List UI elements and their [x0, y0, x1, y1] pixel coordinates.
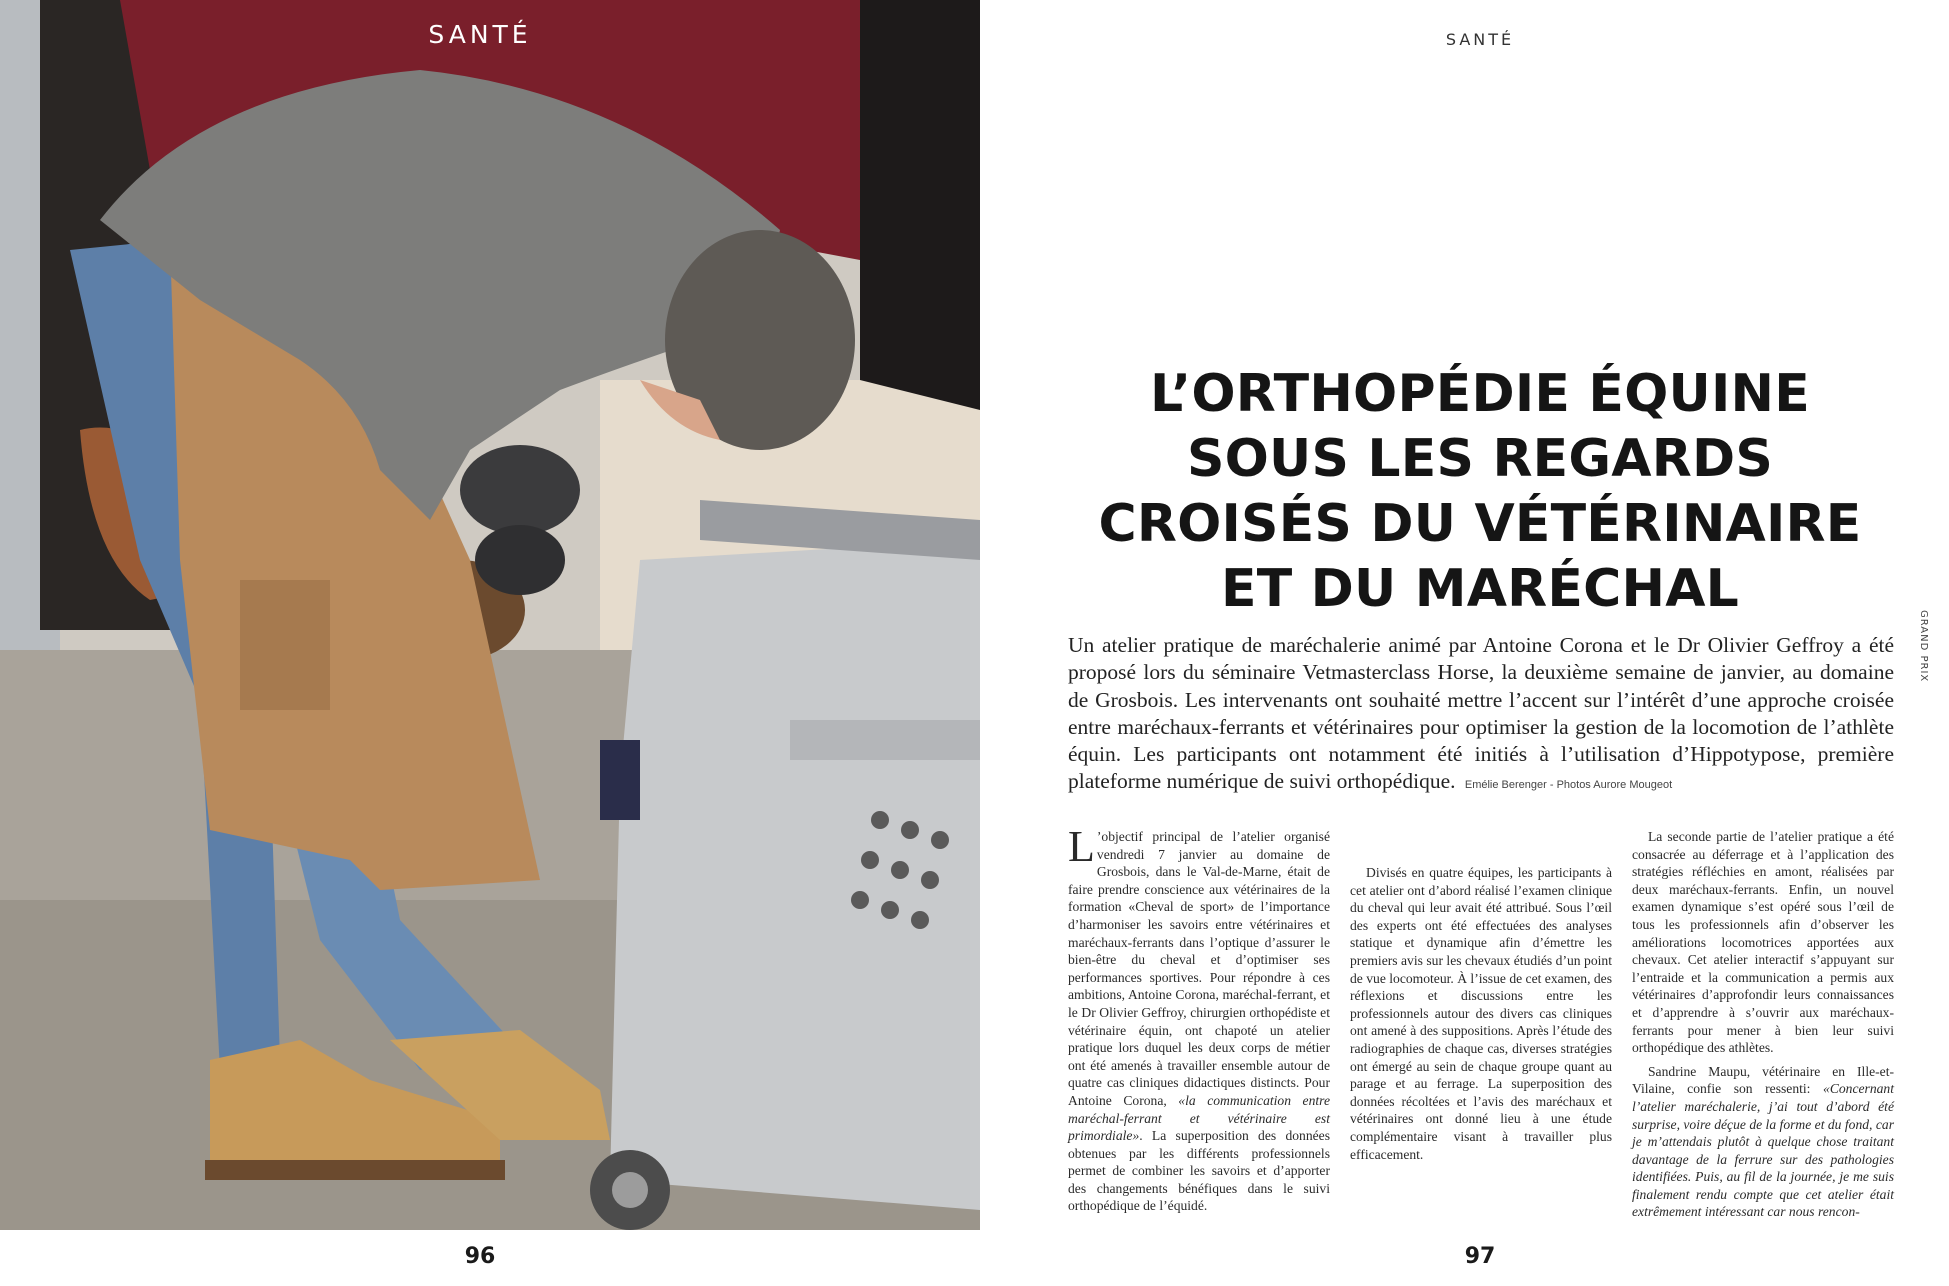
paragraph-text: Sandrine Maupu, vétérinaire en Ille-et-Vilaine, confie son ressenti:: [1632, 1063, 1894, 1097]
quote: «Concernant l’atelier maréchalerie, j’ai tout d’abord été surprise, voire déçue de la forme et du fond, car je m’attendais plutôt à quelque chose traitant davantage de la ferrure sur des pathologies identifiées. Puis, au fil de la journée, je me suis finalement rendu compte que cet atelier était extrêmement intéressant car nous rencon-: [1632, 1081, 1894, 1220]
paragraph: Divisés en quatre équipes, les participants à cet atelier ont d’abord réalisé l’examen clinique du cheval qui leur avait été attribué. Sous l’œil des experts ont été effectuées des analyses statique et dynamique afin d’émettre les premiers avis sur les chevaux étudiés d’un point de vue locomoteur. À l’issue de cet examen, des réflexions et discussions entre les professionnels autour des divers cas cliniques ont amené à des suppositions. Après l’étude des radiographies de chaque cas, diverses stratégies ont émergé au sein de chaque groupe quant au parage et au ferrage. La superposition des données récoltées et l’avis des maréchaux et vétérinaires ont donné lieu à une étude complémentaire visant à travailler plus efficacement.: [1350, 865, 1612, 1162]
paragraph-text: ’objectif principal de l’atelier organisé vendredi 7 janvier au domaine de Grosbois, dans le Val-de-Marne, était de faire prendre conscience aux vétérinaires de la formation «Cheval de sport» de l’importance d’harmoniser les savoirs entre vétérinaires et maréchaux-ferrants dans l’optique d’assurer le bien-être du cheval et d’optimiser ses performances sportives. Pour répondre à ces ambitions, Antoine Corona, maréchal-ferrant, et le Dr Olivier Geffroy, chirurgien orthopédiste et vétérinaire équin, ont chapoté un atelier pratique lors duquel les deux corps de métier ont été amenés à travailler ensemble autour de quatre cas cliniques didactiques distincts. Pour Antoine Corona,: [1068, 829, 1330, 1108]
article-title: [1060, 362, 1900, 622]
glove: [460, 445, 580, 535]
left-page-photo: [0, 0, 980, 1230]
section-label-left: SANTÉ: [428, 20, 532, 49]
paragraph-text: . La superposition des données obtenues par les différents professionnels permet de combiner les savoirs et d’apporter des changements bénéfiques dans le suivi orthopédique de l’équidé.: [1068, 1128, 1330, 1214]
section-label-right: SANTÉ: [1445, 30, 1515, 49]
quote: «la communication entre maréchal-ferrant et vétérinaire est primordiale»: [1068, 1092, 1330, 1144]
magazine-side-mark: GRAND PRIX: [1918, 610, 1929, 683]
page-number-right: 97: [1464, 1244, 1496, 1269]
title-line: L’ORTHOPÉDIE ÉQUINE: [1150, 364, 1810, 424]
article-column-1: [1068, 822, 1330, 1215]
standfirst-text: Un atelier pratique de maréchalerie animé par Antoine Corona et le Dr Olivier Geffroy a été proposé lors du séminaire Vetmasterclass Horse, la deuxième semaine de janvier, au domaine de Grosbois. Les intervenants ont souhaité mettre l’accent sur l’intérêt d’une approche croisée entre maréchaux-ferrants et vétérinaires pour optimiser la gestion de la locomotion de l’athlète équin. Les participants ont notamment été initiés à l’utilisation d’Hippotypose, première plateforme numérique de suivi orthopédique.: [1068, 633, 1894, 794]
title-line: SOUS LES REGARDS: [1187, 429, 1773, 489]
title-line: CROISÉS DU VÉTÉRINAIRE: [1098, 494, 1862, 554]
article-column-2: [1350, 864, 1612, 1163]
page-number-left: 96: [464, 1244, 496, 1269]
article-column-3: [1632, 828, 1894, 1221]
author-credit: Emélie Berenger - Photos Aurore Mougeot: [1464, 779, 1673, 792]
paragraph: La seconde partie de l’atelier pratique a été consacrée au déferrage et à l’application des stratégies réfléchies en amont, réalisées par deux maréchaux-ferrants. Enfin, un nouvel examen dynamique s’est opéré sous l’œil de tous les professionnels afin d’observer les améliorations locomotrices apportées aux chevaux. Cet atelier interactif s’appuyant sur l’entraide et la communication a permis aux vétérinaires d’approfondir leurs connaissances et d’apprendre à s’ouvrir aux maréchaux-ferrants pour mener à bien leur suivi orthopédique des athlètes.: [1632, 829, 1894, 1056]
drop-cap: L: [1068, 822, 1095, 871]
paragraph: [1632, 1063, 1894, 1221]
farrier-photo: [0, 0, 980, 1230]
title-line: ET DU MARÉCHAL: [1220, 559, 1739, 619]
paragraph: [1068, 822, 1330, 1215]
article-standfirst: [1068, 632, 1894, 800]
